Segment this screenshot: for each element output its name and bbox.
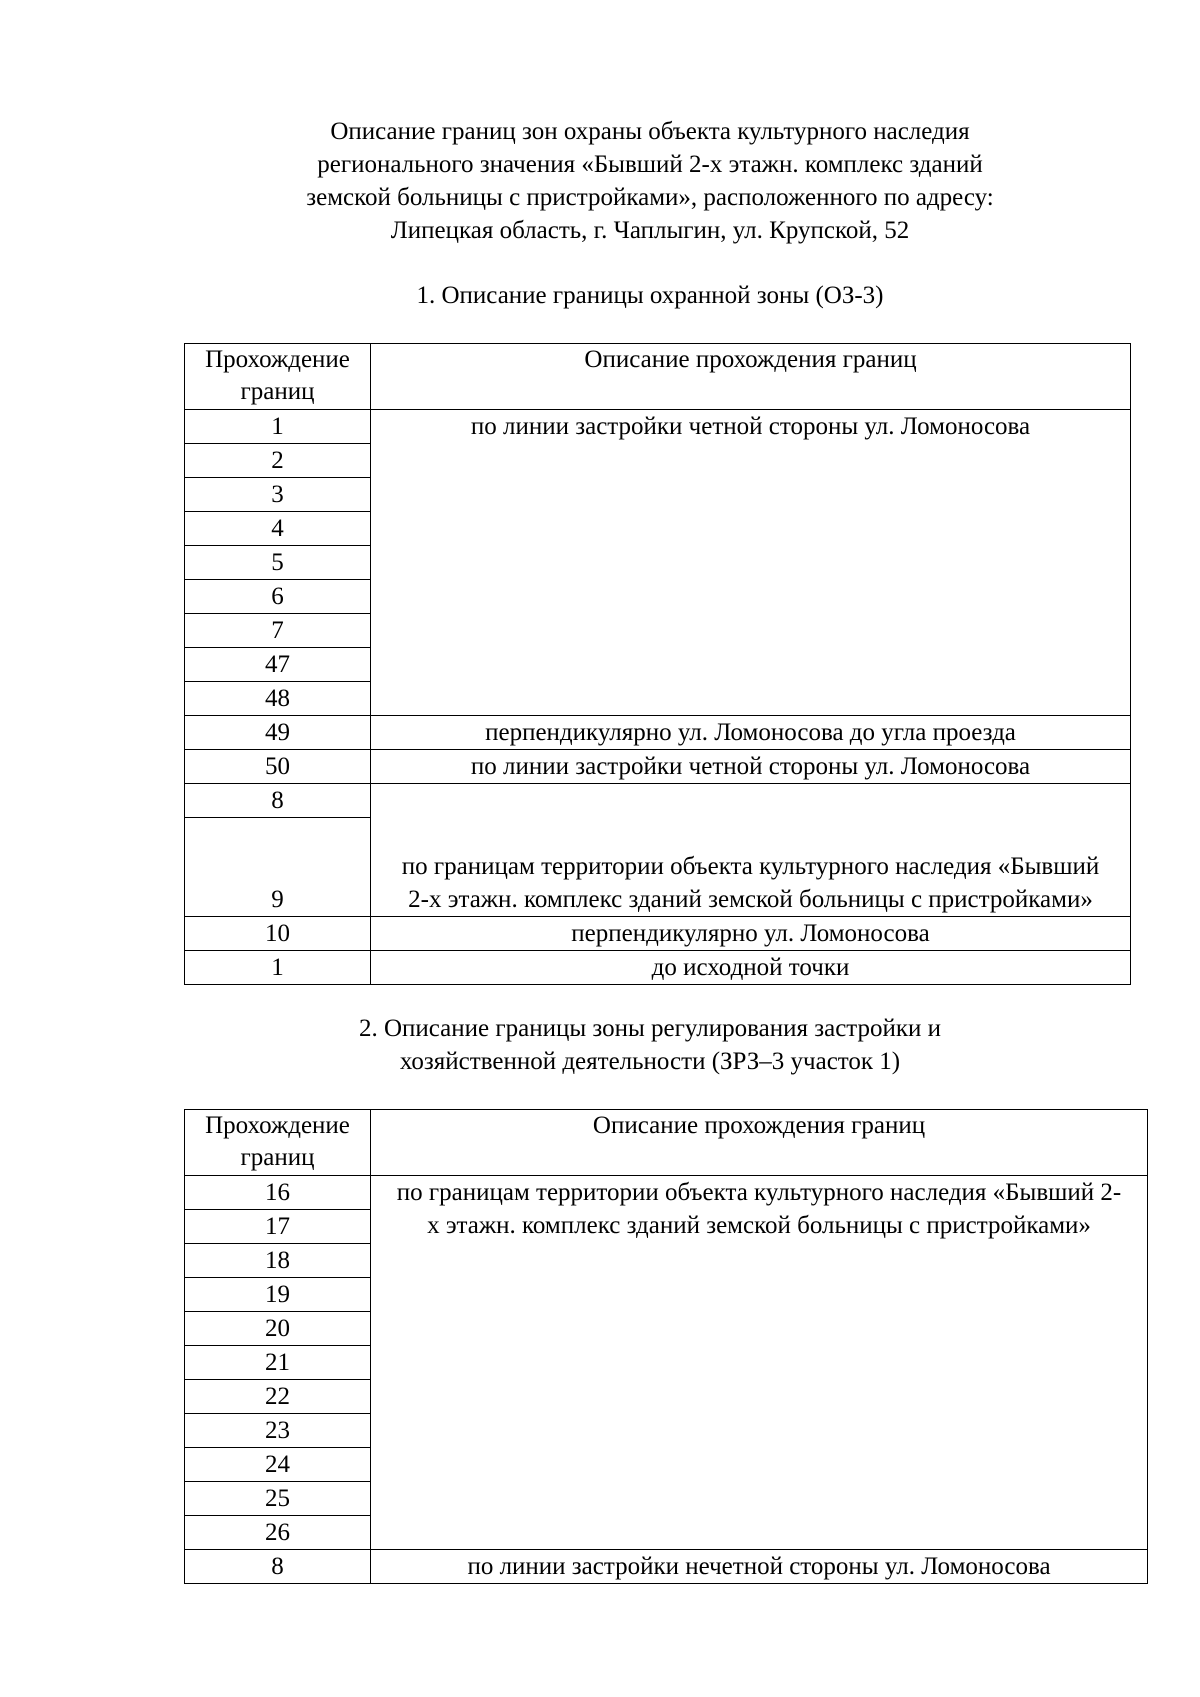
col-header-description: Описание прохождения границ bbox=[371, 344, 1131, 410]
section1-table bbox=[184, 343, 1131, 985]
point-cell: 3 bbox=[185, 478, 371, 512]
description-cell: по границам территории объекта культурного наследия «Бывший 2-х этажн. комплекс зданий земской больницы с пристройками» bbox=[371, 1176, 1148, 1550]
description-cell: по линии застройки нечетной стороны ул. Ломоносова bbox=[371, 1550, 1148, 1584]
point-cell: 9 bbox=[185, 818, 371, 917]
point-cell: 18 bbox=[185, 1244, 371, 1278]
point-cell: 1 bbox=[185, 410, 371, 444]
point-cell: 8 bbox=[185, 784, 371, 818]
col-header-points: Прохождение границ bbox=[185, 344, 371, 410]
title-line: земской больницы с пристройками», расположенного по адресу: bbox=[306, 184, 994, 211]
point-cell: 50 bbox=[185, 750, 371, 784]
point-cell: 4 bbox=[185, 512, 371, 546]
point-cell: 16 bbox=[185, 1176, 371, 1210]
point-cell: 47 bbox=[185, 648, 371, 682]
point-cell: 23 bbox=[185, 1414, 371, 1448]
col-header-points: Прохождение границ bbox=[185, 1110, 371, 1176]
point-cell: 10 bbox=[185, 917, 371, 951]
description-cell: по линии застройки четной стороны ул. Ломоносова bbox=[371, 410, 1131, 716]
section2-heading-line: 2. Описание границы зоны регулирования застройки и bbox=[358, 1015, 942, 1042]
point-cell: 22 bbox=[185, 1380, 371, 1414]
point-cell: 6 bbox=[185, 580, 371, 614]
point-cell: 49 bbox=[185, 716, 371, 750]
point-cell: 1 bbox=[185, 951, 371, 985]
document-title bbox=[150, 115, 1150, 247]
description-cell: перпендикулярно ул. Ломоносова до угла проезда bbox=[371, 716, 1131, 750]
title-line: Описание границ зон охраны объекта культурного наследия bbox=[330, 118, 970, 145]
section2-heading-line: хозяйственной деятельности (ЗРЗ–3 участок 1) bbox=[399, 1048, 901, 1075]
point-cell: 8 bbox=[185, 1550, 371, 1584]
point-cell: 48 bbox=[185, 682, 371, 716]
section1-heading: 1. Описание границы охранной зоны (ОЗ-3) bbox=[416, 282, 884, 309]
description-cell: до исходной точки bbox=[371, 951, 1131, 985]
point-cell: 21 bbox=[185, 1346, 371, 1380]
point-cell: 5 bbox=[185, 546, 371, 580]
description-cell: перпендикулярно ул. Ломоносова bbox=[371, 917, 1131, 951]
title-line: регионального значения «Бывший 2-х этажн. комплекс зданий bbox=[317, 151, 983, 178]
point-cell: 19 bbox=[185, 1278, 371, 1312]
point-cell: 20 bbox=[185, 1312, 371, 1346]
point-cell: 7 bbox=[185, 614, 371, 648]
section2-table bbox=[184, 1109, 1148, 1584]
point-cell: 26 bbox=[185, 1516, 371, 1550]
title-line: Липецкая область, г. Чаплыгин, ул. Крупской, 52 bbox=[390, 217, 910, 244]
description-cell: по границам территории объекта культурного наследия «Бывший 2-х этажн. комплекс зданий земской больницы с пристройками» bbox=[371, 784, 1131, 917]
point-cell: 25 bbox=[185, 1482, 371, 1516]
description-cell: по линии застройки четной стороны ул. Ломоносова bbox=[371, 750, 1131, 784]
point-cell: 24 bbox=[185, 1448, 371, 1482]
point-cell: 17 bbox=[185, 1210, 371, 1244]
point-cell: 2 bbox=[185, 444, 371, 478]
col-header-description: Описание прохождения границ bbox=[371, 1110, 1148, 1176]
section2-heading bbox=[150, 1012, 1150, 1078]
